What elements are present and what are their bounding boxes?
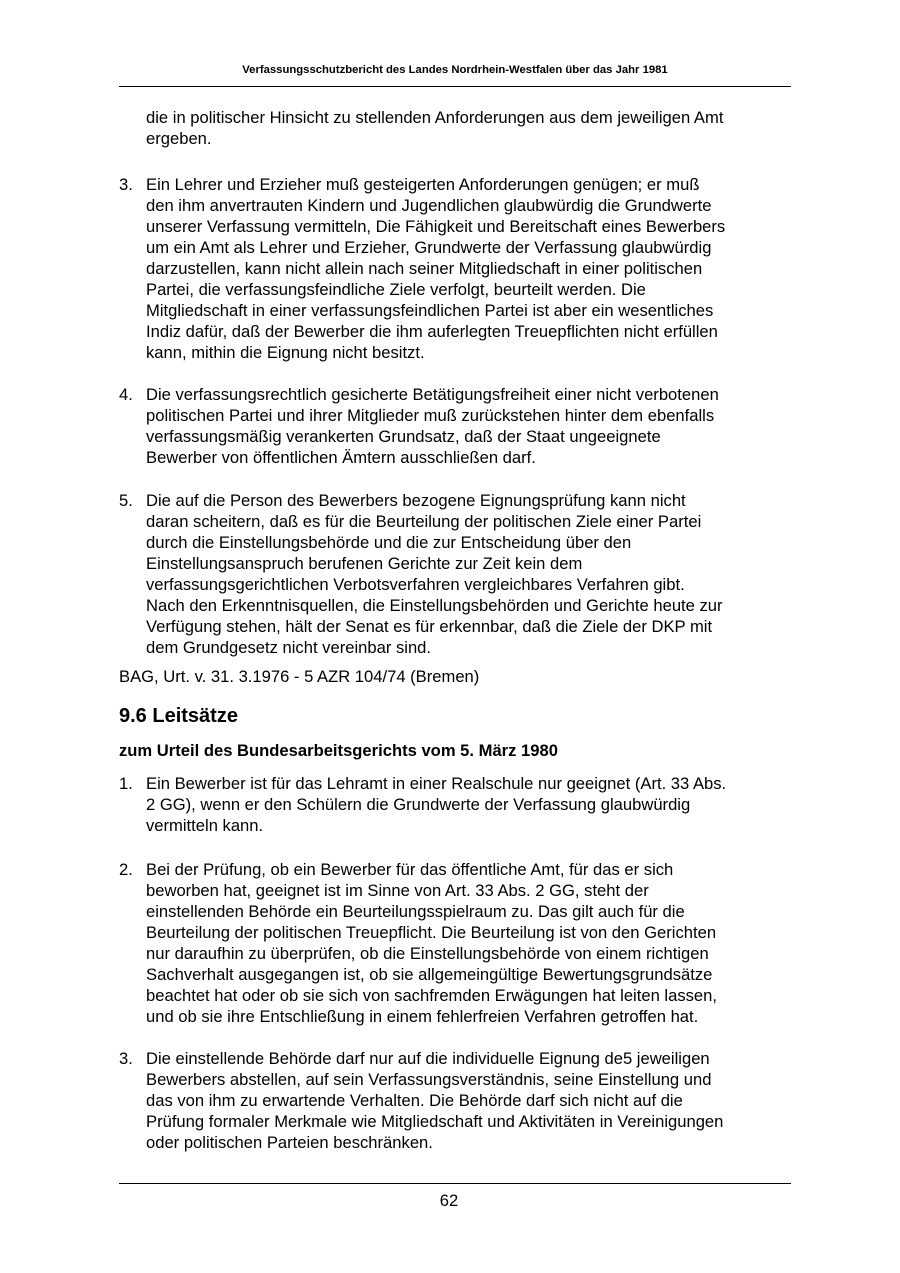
text-line: Bewerbers abstellen, auf sein Verfassungsverständnis, seine Einstellung und xyxy=(146,1070,712,1089)
list-item-text xyxy=(146,384,796,468)
text-line: Indiz dafür, daß der Bewerber die ihm auferlegten Treuepflichten nicht erfüllen xyxy=(146,322,718,341)
text-line: ergeben. xyxy=(146,129,212,148)
text-line: vermitteln kann. xyxy=(146,816,264,835)
continuation-paragraph xyxy=(146,107,796,149)
list-number: 5. xyxy=(119,491,133,510)
text-line: verfassungsgerichtlichen Verbotsverfahren vergleichbares Verfahren gibt. xyxy=(146,575,685,594)
text-line: den ihm anvertrauten Kindern und Jugendlichen glaubwürdig die Grundwerte xyxy=(146,196,712,215)
header-rule xyxy=(119,86,791,87)
text-line: das von ihm zu erwartende Verhalten. Die Behörde darf sich nicht auf die xyxy=(146,1091,683,1110)
footer-rule xyxy=(119,1183,791,1184)
list-item-text xyxy=(146,174,796,363)
text-line: Die einstellende Behörde darf nur auf die individuelle Eignung de5 jeweiligen xyxy=(146,1049,710,1068)
text-line: verfassungsmäßig verankerten Grundsatz, daß der Staat ungeeignete xyxy=(146,427,661,446)
section-heading: 9.6 Leitsätze xyxy=(119,705,238,727)
section-subheading: zum Urteil des Bundesarbeitsgerichts vom 5. März 1980 xyxy=(119,741,558,760)
list-item-text xyxy=(146,1048,796,1153)
list-item-text xyxy=(146,490,796,658)
text-line: Partei, die verfassungsfeindliche Ziele verfolgt, beurteilt werden. Die xyxy=(146,280,646,299)
text-line: nur daraufhin zu überprüfen, ob die Einstellungsbehörde von einem richtigen xyxy=(146,944,709,963)
text-line: durch die Einstellungsbehörde und die zur Entscheidung über den xyxy=(146,533,632,552)
text-line: Mitgliedschaft in einer verfassungsfeindlichen Partei ist aber ein wesentliches xyxy=(146,301,714,320)
text-line: Beurteilung der politischen Treuepflicht. Die Beurteilung ist von den Gerichten xyxy=(146,923,717,942)
list-item-text xyxy=(146,773,796,836)
text-line: Einstellungsanspruch berufenen Gerichte zur Zeit kein dem xyxy=(146,554,583,573)
text-line: Die auf die Person des Bewerbers bezogene Eignungsprüfung kann nicht xyxy=(146,491,686,510)
list-number: 3. xyxy=(119,175,133,194)
running-header: Verfassungsschutzbericht des Landes Nordrhein-Westfalen über das Jahr 1981 xyxy=(242,64,668,76)
court-citation: BAG, Urt. v. 31. 3.1976 - 5 AZR 104/74 (Bremen) xyxy=(119,667,480,686)
text-line: Bei der Prüfung, ob ein Bewerber für das öffentliche Amt, für das er sich xyxy=(146,860,674,879)
text-line: Nach den Erkenntnisquellen, die Einstellungsbehörden und Gerichte heute zur xyxy=(146,596,723,615)
text-line: politischen Partei und ihrer Mitglieder muß zurückstehen hinter dem ebenfalls xyxy=(146,406,715,425)
text-line: dem Grundgesetz nicht vereinbar sind. xyxy=(146,638,432,657)
text-line: beworben hat, geeignet ist im Sinne von Art. 33 Abs. 2 GG, steht der xyxy=(146,881,649,900)
list-item-text xyxy=(146,859,796,1027)
list-number: 3. xyxy=(119,1049,133,1068)
text-line: Prüfung formaler Merkmale wie Mitgliedschaft und Aktivitäten in Vereinigungen xyxy=(146,1112,724,1131)
text-line: darzustellen, kann nicht allein nach seiner Mitgliedschaft in einer politischen xyxy=(146,259,703,278)
text-line: um ein Amt als Lehrer und Erzieher, Grundwerte der Verfassung glaubwürdig xyxy=(146,238,712,257)
text-line: oder politischen Parteien beschränken. xyxy=(146,1133,433,1152)
text-line: daran scheitern, daß es für die Beurteilung der politischen Ziele einer Partei xyxy=(146,512,702,531)
text-line: 2 GG), wenn er den Schülern die Grundwerte der Verfassung glaubwürdig xyxy=(146,795,691,814)
text-line: Bewerber von öffentlichen Ämtern ausschließen darf. xyxy=(146,448,536,467)
text-line: Verfügung stehen, hält der Senat es für erkennbar, daß die Ziele der DKP mit xyxy=(146,617,713,636)
text-line: Sachverhalt ausgegangen ist, ob sie allgemeingültige Bewertungsgrundsätze xyxy=(146,965,713,984)
list-number: 2. xyxy=(119,860,133,879)
text-line: beachtet hat oder ob sie sich von sachfremden Erwägungen hat leiten lassen, xyxy=(146,986,718,1005)
text-line: unserer Verfassung vermitteln, Die Fähigkeit und Bereitschaft eines Bewerbers xyxy=(146,217,726,236)
page-number: 62 xyxy=(439,1191,459,1210)
text-line: kann, mithin die Eignung nicht besitzt. xyxy=(146,343,425,362)
text-line: die in politischer Hinsicht zu stellenden Anforderungen aus dem jeweiligen Amt xyxy=(146,108,724,127)
text-line: und ob sie ihre Entschließung in einem fehlerfreien Verfahren getroffen hat. xyxy=(146,1007,699,1026)
text-line: Die verfassungsrechtlich gesicherte Betätigungsfreiheit einer nicht verbotenen xyxy=(146,385,719,404)
text-line: einstellenden Behörde ein Beurteilungsspielraum zu. Das gilt auch für die xyxy=(146,902,685,921)
text-line: Ein Lehrer und Erzieher muß gesteigerten Anforderungen genügen; er muß xyxy=(146,175,700,194)
list-number: 1. xyxy=(119,774,133,793)
list-number: 4. xyxy=(119,385,133,404)
text-line: Ein Bewerber ist für das Lehramt in einer Realschule nur geeignet (Art. 33 Abs. xyxy=(146,774,727,793)
